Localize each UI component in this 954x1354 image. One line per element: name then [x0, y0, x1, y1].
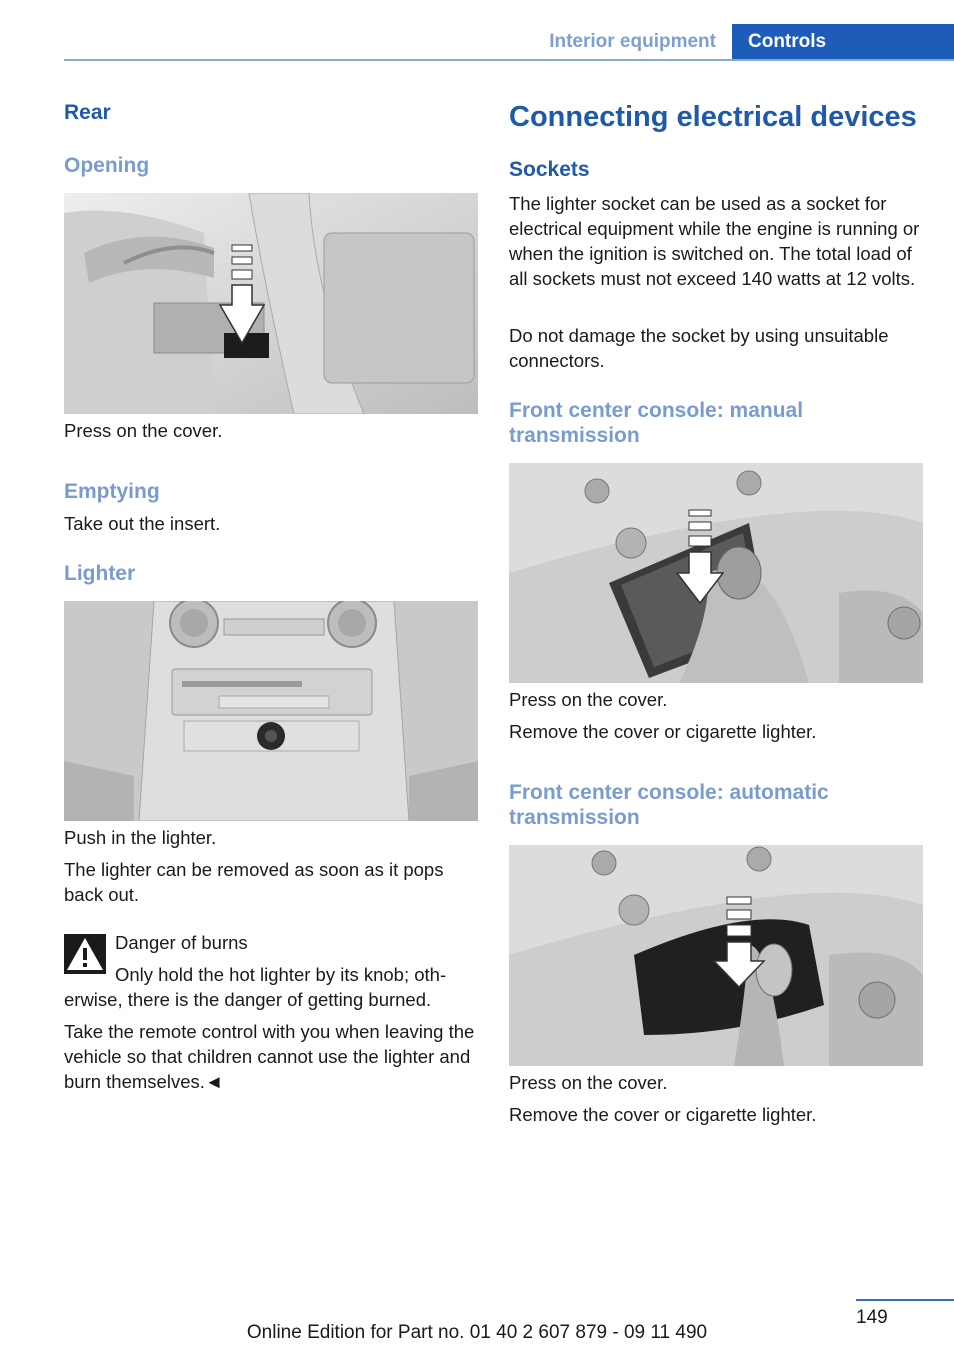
- opening-heading: Opening: [64, 154, 150, 177]
- main-heading: Connecting electrical devices: [509, 101, 917, 133]
- sockets-text-1: The lighter socket can be used as a socket for electrical equipment while the engine is running or when the ignition is switched on. The total load of all sockets must not exceed 140 watts at 12 volts.: [509, 193, 920, 289]
- rear-lighter-figure: [64, 601, 478, 821]
- warning-text-2: Take the remote control with you when leaving the vehicle so that children cannot use the lighter and burn themselves.◄: [64, 1021, 475, 1092]
- sockets-heading: Sockets: [509, 158, 590, 181]
- auto-caption-1: Press on the cover.: [509, 1072, 668, 1093]
- edition-text: Online Edition for Part no. 01 40 2 607 879 - 09 11 490: [246, 1322, 708, 1343]
- warning-title: Danger of burns: [115, 932, 248, 953]
- warning-text: Only hold the hot lighter by its knob; oth-erwise, there is the danger of getting burned.: [64, 964, 447, 1010]
- auto-heading: Front center console: automatic transmission: [509, 781, 829, 829]
- rear-heading: Rear: [64, 101, 111, 124]
- manual-console-figure: [509, 463, 923, 683]
- lighter-text: The lighter can be removed as soon as it pops back out.: [64, 859, 444, 905]
- automatic-console-figure: [509, 845, 923, 1066]
- auto-caption-2: Remove the cover or cigarette lighter.: [509, 1104, 817, 1125]
- lighter-heading: Lighter: [64, 562, 136, 585]
- manual-caption-1: Press on the cover.: [509, 689, 668, 710]
- header-chapter-tab: Controls: [732, 24, 954, 61]
- manual-heading: Front center console: manual transmission: [509, 399, 804, 447]
- manual-caption-2: Remove the cover or cigarette lighter.: [509, 721, 817, 742]
- page-number-rule: [856, 1299, 954, 1301]
- page-number: 149: [856, 1307, 888, 1328]
- sockets-text-2: Do not damage the socket by using unsuitable connectors.: [509, 325, 889, 371]
- emptying-heading: Emptying: [64, 480, 160, 503]
- lighter-caption: Push in the lighter.: [64, 827, 217, 848]
- edition-footer: [0, 1322, 954, 1344]
- door-storage-figure: [64, 193, 478, 414]
- opening-caption: Press on the cover.: [64, 420, 223, 441]
- header-section-title: Interior equipment: [549, 31, 716, 52]
- header-divider: [64, 59, 954, 61]
- emptying-text: Take out the insert.: [64, 513, 221, 534]
